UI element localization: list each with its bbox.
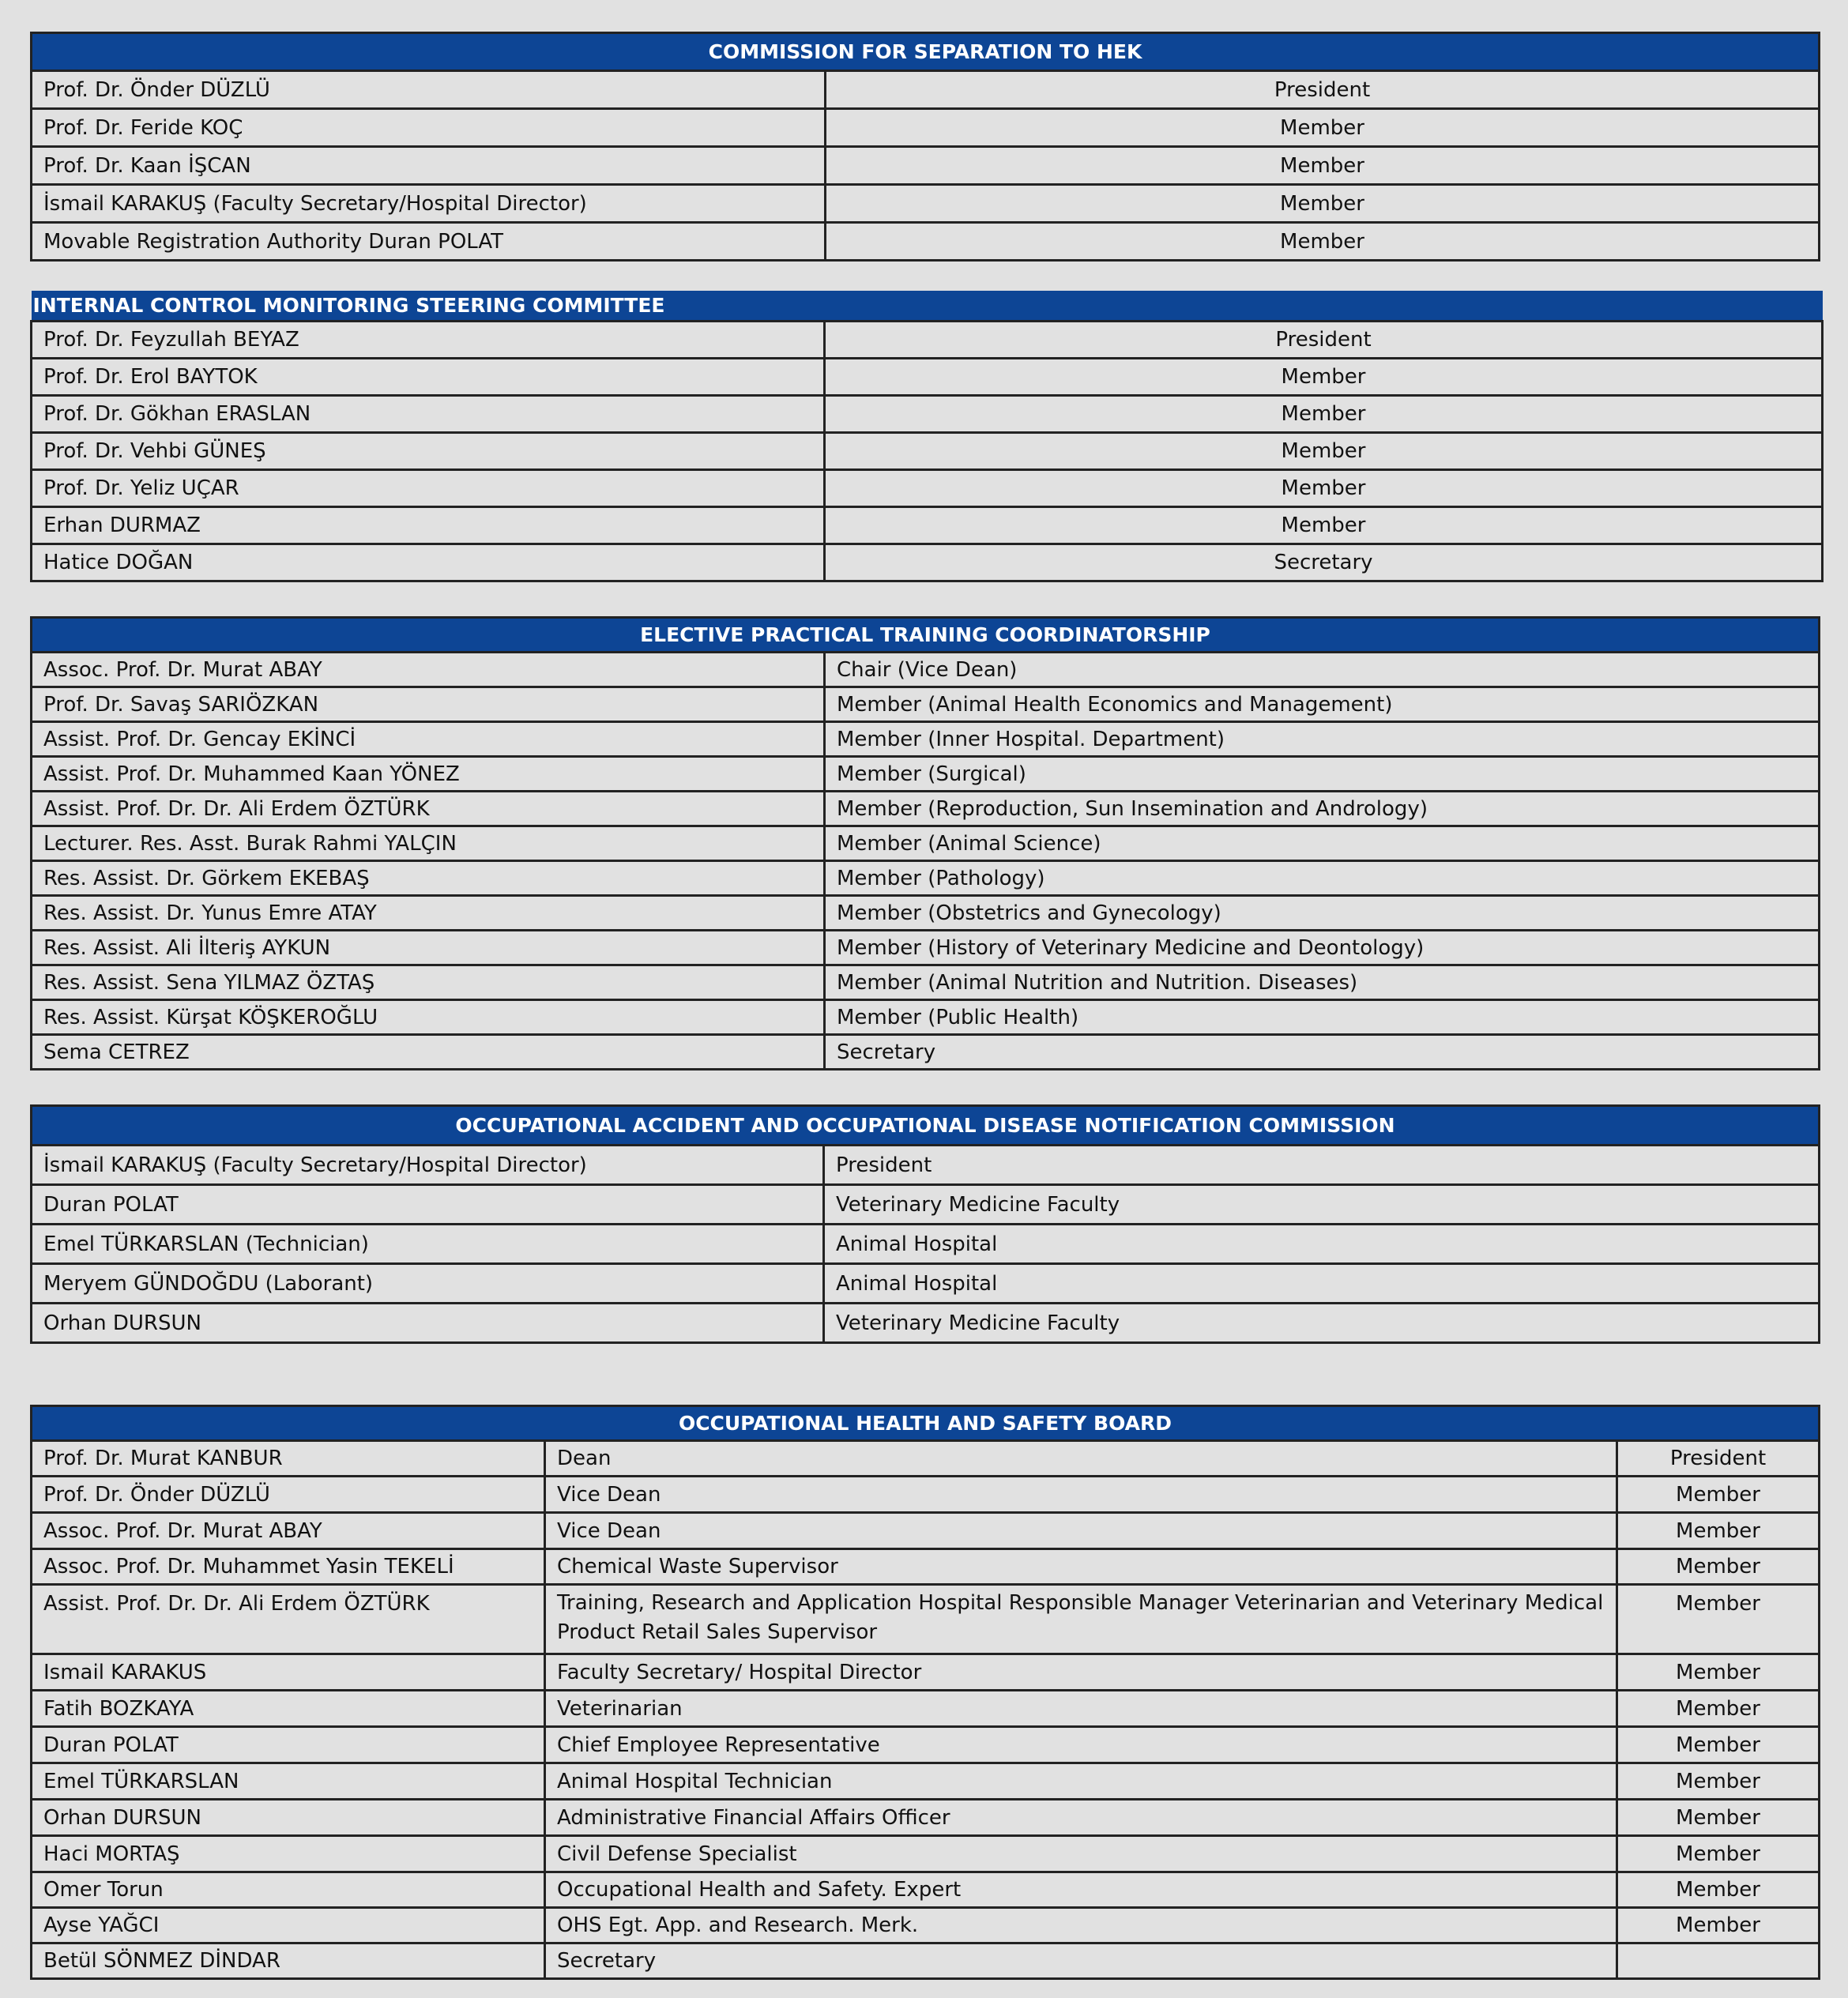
member-name: İsmail KARAKUŞ (Faculty Secretary/Hospital Director) (32, 1146, 824, 1185)
member-position: Administrative Financial Affairs Officer (545, 1800, 1617, 1836)
member-name: Haci MORTAŞ (32, 1836, 545, 1872)
member-name: Prof. Dr. Önder DÜZLÜ (32, 71, 826, 109)
table-row (32, 1477, 1820, 1513)
member-role: Veterinary Medicine Faculty (824, 1185, 1820, 1225)
member-name: Res. Assist. Dr. Görkem EKEBAŞ (32, 861, 825, 896)
member-role: Member (1617, 1908, 1820, 1943)
member-name: Ayse YAĞCI (32, 1908, 545, 1943)
member-name: İsmail KARAKUŞ (Faculty Secretary/Hospital Director) (32, 185, 826, 223)
member-name: Betül SÖNMEZ DİNDAR (32, 1943, 545, 1979)
table-row (32, 109, 1820, 147)
table-row (32, 653, 1820, 687)
member-role: Veterinary Medicine Faculty (824, 1304, 1820, 1343)
member-name: Res. Assist. Dr. Yunus Emre ATAY (32, 896, 825, 931)
member-position: Animal Hospital Technician (545, 1763, 1617, 1800)
table-title: INTERNAL CONTROL MONITORING STEERING COMMITTEE (32, 291, 1823, 321)
table-row (32, 1836, 1820, 1872)
member-name: Assist. Prof. Dr. Dr. Ali Erdem ÖZTÜRK (32, 792, 825, 826)
member-name: Erhan DURMAZ (32, 506, 825, 544)
table-row (32, 792, 1820, 826)
table-row (32, 1146, 1820, 1185)
member-role: Member (826, 147, 1820, 185)
member-role: Animal Hospital (824, 1264, 1820, 1304)
member-name: Duran POLAT (32, 1185, 824, 1225)
member-name: Omer Torun (32, 1872, 545, 1908)
table-row (32, 147, 1820, 185)
table-row (32, 1549, 1820, 1585)
member-name: Meryem GÜNDOĞDU (Laborant) (32, 1264, 824, 1304)
member-role: Secretary (825, 1035, 1820, 1070)
member-role: Secretary (825, 544, 1823, 581)
member-name: Prof. Dr. Önder DÜZLÜ (32, 1477, 545, 1513)
member-position: OHS Egt. App. and Research. Merk. (545, 1908, 1617, 1943)
table-title: COMMISSION FOR SEPARATION TO HEK (32, 33, 1820, 71)
table-row (32, 1908, 1820, 1943)
member-name: Orhan DURSUN (32, 1304, 824, 1343)
member-role: President (825, 321, 1823, 358)
member-role: Animal Hospital (824, 1225, 1820, 1264)
table-row (32, 432, 1823, 469)
member-name: Res. Assist. Kürşat KÖŞKEROĞLU (32, 1000, 825, 1035)
member-position: Vice Dean (545, 1477, 1617, 1513)
table-row (32, 1691, 1820, 1727)
member-role: Member (826, 223, 1820, 261)
member-name: Assoc. Prof. Dr. Murat ABAY (32, 1513, 545, 1549)
table-row (32, 1800, 1820, 1836)
commission-separation-hek-table (30, 32, 1820, 262)
member-name: Emel TÜRKARSLAN (32, 1763, 545, 1800)
member-name: Assoc. Prof. Dr. Muhammet Yasin TEKELİ (32, 1549, 545, 1585)
table-row (32, 1585, 1820, 1654)
member-name: Prof. Dr. Gökhan ERASLAN (32, 395, 825, 432)
table-row (32, 1943, 1820, 1979)
table-row (32, 1727, 1820, 1763)
member-role: Member (825, 506, 1823, 544)
internal-control-committee-table (30, 291, 1824, 582)
member-role: Member (Public Health) (825, 1000, 1820, 1035)
table-title: OCCUPATIONAL ACCIDENT AND OCCUPATIONAL DISEASE NOTIFICATION COMMISSION (32, 1106, 1820, 1146)
member-role: Member (Animal Health Economics and Management) (825, 687, 1820, 722)
member-name: Fatih BOZKAYA (32, 1691, 545, 1727)
table-row (32, 1000, 1820, 1035)
table-row (32, 1035, 1820, 1070)
ohs-board-table (30, 1405, 1820, 1980)
member-name: Res. Assist. Ali İlteriş AYKUN (32, 931, 825, 965)
table-row (32, 185, 1820, 223)
member-position: Dean (545, 1441, 1617, 1477)
table-row (32, 1441, 1820, 1477)
member-role: Member (1617, 1763, 1820, 1800)
table-row (32, 687, 1820, 722)
table-row (32, 321, 1823, 358)
member-role: President (824, 1146, 1820, 1185)
member-name: Assoc. Prof. Dr. Murat ABAY (32, 653, 825, 687)
member-role: Member (825, 469, 1823, 506)
table-title: OCCUPATIONAL HEALTH AND SAFETY BOARD (32, 1406, 1820, 1441)
member-name: Duran POLAT (32, 1727, 545, 1763)
member-position: Chief Employee Representative (545, 1727, 1617, 1763)
member-role: Member (825, 432, 1823, 469)
table-row (32, 757, 1820, 792)
member-role: Member (1617, 1727, 1820, 1763)
elective-training-coordinatorship-table (30, 616, 1820, 1070)
member-role: Member (Obstetrics and Gynecology) (825, 896, 1820, 931)
member-role (1617, 1943, 1820, 1979)
table-row (32, 71, 1820, 109)
member-name: Prof. Dr. Yeliz UÇAR (32, 469, 825, 506)
table-row (32, 358, 1823, 395)
member-position: Secretary (545, 1943, 1617, 1979)
member-position: Vice Dean (545, 1513, 1617, 1549)
member-role: Member (Reproduction, Sun Insemination and Andrology) (825, 792, 1820, 826)
table-title: ELECTIVE PRACTICAL TRAINING COORDINATORSHIP (32, 618, 1820, 653)
member-name: Sema CETREZ (32, 1035, 825, 1070)
member-name: Prof. Dr. Vehbi GÜNEŞ (32, 432, 825, 469)
table-row (32, 722, 1820, 757)
table-row (32, 506, 1823, 544)
member-position: Veterinarian (545, 1691, 1617, 1727)
table-row (32, 1872, 1820, 1908)
table-row (32, 1264, 1820, 1304)
member-role: Member (Inner Hospital. Department) (825, 722, 1820, 757)
table-row (32, 1513, 1820, 1549)
member-name: Prof. Dr. Murat KANBUR (32, 1441, 545, 1477)
table-row (32, 223, 1820, 261)
member-role: Member (825, 395, 1823, 432)
member-name: Orhan DURSUN (32, 1800, 545, 1836)
member-name: Prof. Dr. Erol BAYTOK (32, 358, 825, 395)
member-name: Res. Assist. Sena YILMAZ ÖZTAŞ (32, 965, 825, 1000)
member-name: Ismail KARAKUS (32, 1654, 545, 1691)
member-role: Member (History of Veterinary Medicine and Deontology) (825, 931, 1820, 965)
member-position: Faculty Secretary/ Hospital Director (545, 1654, 1617, 1691)
member-name: Prof. Dr. Savaş SARIÖZKAN (32, 687, 825, 722)
member-role: Member (Surgical) (825, 757, 1820, 792)
member-role: Member (1617, 1477, 1820, 1513)
table-row (32, 896, 1820, 931)
member-role: Member (1617, 1654, 1820, 1691)
member-name: Assist. Prof. Dr. Gencay EKİNCİ (32, 722, 825, 757)
table-row (32, 1654, 1820, 1691)
table-row (32, 826, 1820, 861)
member-role: Member (825, 358, 1823, 395)
member-role: Chair (Vice Dean) (825, 653, 1820, 687)
member-role: Member (1617, 1585, 1820, 1654)
member-role: President (826, 71, 1820, 109)
occupational-accident-commission-table (30, 1104, 1820, 1344)
member-role: Member (1617, 1691, 1820, 1727)
member-role: Member (1617, 1836, 1820, 1872)
member-name: Prof. Dr. Kaan İŞCAN (32, 147, 826, 185)
member-position: Chemical Waste Supervisor (545, 1549, 1617, 1585)
member-role: Member (1617, 1513, 1820, 1549)
table-row (32, 1185, 1820, 1225)
member-role: Member (1617, 1872, 1820, 1908)
member-name: Hatice DOĞAN (32, 544, 825, 581)
member-role: Member (826, 185, 1820, 223)
member-name: Assist. Prof. Dr. Muhammed Kaan YÖNEZ (32, 757, 825, 792)
table-row (32, 1225, 1820, 1264)
member-role: Member (Animal Nutrition and Nutrition. Diseases) (825, 965, 1820, 1000)
table-row (32, 965, 1820, 1000)
member-role: Member (1617, 1800, 1820, 1836)
table-row (32, 544, 1823, 581)
member-name: Assist. Prof. Dr. Dr. Ali Erdem ÖZTÜRK (32, 1585, 545, 1654)
member-role: President (1617, 1441, 1820, 1477)
table-row (32, 1304, 1820, 1343)
member-role: Member (Animal Science) (825, 826, 1820, 861)
member-name: Lecturer. Res. Asst. Burak Rahmi YALÇIN (32, 826, 825, 861)
table-row (32, 931, 1820, 965)
member-name: Emel TÜRKARSLAN (Technician) (32, 1225, 824, 1264)
member-name: Movable Registration Authority Duran POLAT (32, 223, 826, 261)
member-position: Training, Research and Application Hospital Responsible Manager Veterinarian and Veterinary Medical Product Retail Sales Supervisor (545, 1585, 1617, 1654)
table-row (32, 861, 1820, 896)
member-role: Member (826, 109, 1820, 147)
member-position: Occupational Health and Safety. Expert (545, 1872, 1617, 1908)
member-name: Prof. Dr. Feyzullah BEYAZ (32, 321, 825, 358)
table-row (32, 469, 1823, 506)
member-position: Civil Defense Specialist (545, 1836, 1617, 1872)
member-role: Member (1617, 1549, 1820, 1585)
table-row (32, 1763, 1820, 1800)
member-name: Prof. Dr. Feride KOÇ (32, 109, 826, 147)
table-row (32, 395, 1823, 432)
member-role: Member (Pathology) (825, 861, 1820, 896)
